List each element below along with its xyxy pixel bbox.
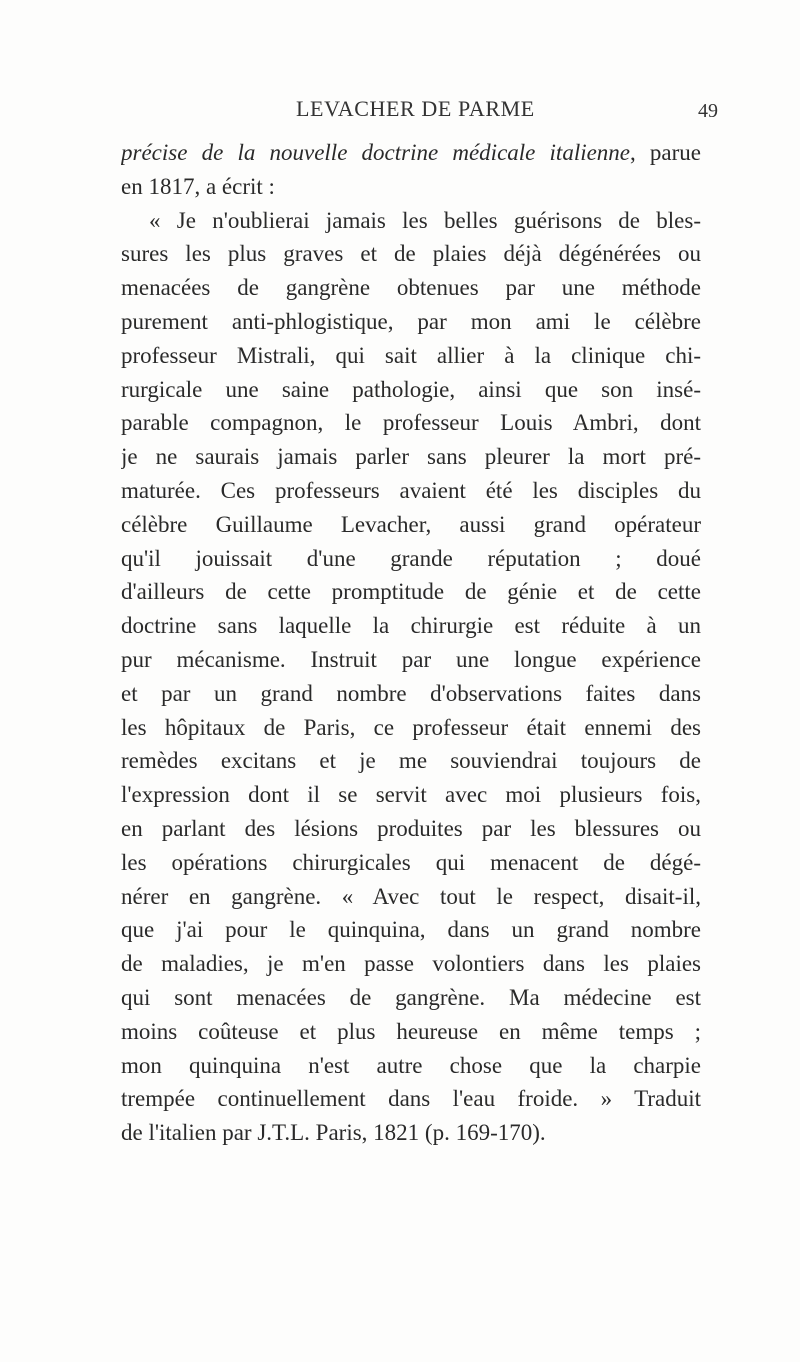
text-line: que j'ai pour le quinquina, dans un grand nombre: [121, 917, 701, 943]
text-line: l'expression dont il se servit avec moi plusieurs fois,: [121, 782, 701, 808]
text-line: « Je n'oublierai jamais les belles guérisons de bles-: [149, 207, 701, 233]
page-number: 49: [698, 100, 718, 122]
text-line: célèbre Guillaume Levacher, aussi grand opérateur: [121, 511, 701, 537]
text-line: pur mécanisme. Instruit par une longue expérience: [121, 646, 701, 672]
text-line: de maladies, je m'en passe volontiers dans les plaies: [121, 951, 701, 977]
text-line: moins coûteuse et plus heureuse en même temps ;: [121, 1018, 701, 1044]
text-line: en parlant des lésions produites par les blessures ou: [121, 815, 701, 841]
text-line: parable compagnon, le professeur Louis Ambri, dont: [121, 410, 701, 436]
running-title: LEVACHER DE PARME: [296, 96, 535, 121]
text-line: mon quinquina n'est autre chose que la charpie: [121, 1052, 701, 1078]
book-title-italic: précise de la nouvelle doctrine médicale italienne: [121, 140, 631, 165]
text-line: qui sont menacées de gangrène. Ma médecine est: [121, 984, 701, 1010]
text-line: [121, 136, 701, 170]
body-text: [121, 136, 701, 1150]
text-line: menacées de gangrène obtenues par une méthode: [121, 275, 701, 301]
text-line: de l'italien par J.T.L. Paris, 1821 (p. 169-170).: [121, 1120, 546, 1146]
text-line: nérer en gangrène. « Avec tout le respect, disait-il,: [121, 883, 701, 909]
text-line: les hôpitaux de Paris, ce professeur était ennemi des: [121, 714, 701, 740]
text-line: les opérations chirurgicales qui menacent de dégé-: [121, 849, 701, 875]
running-head: [0, 96, 800, 126]
text-line: en 1817, a écrit :: [121, 173, 275, 199]
text-line: d'ailleurs de cette promptitude de génie et de cette: [121, 579, 701, 605]
text-line: et par un grand nombre d'observations faites dans: [121, 680, 701, 706]
text-line: doctrine sans laquelle la chirurgie est réduite à un: [121, 613, 701, 639]
text-line: je ne saurais jamais parler sans pleurer la mort pré-: [121, 444, 701, 470]
text-line: trempée continuellement dans l'eau froide. » Traduit: [121, 1086, 701, 1112]
text-fragment: , parue: [630, 140, 701, 165]
text-line: sures les plus graves et de plaies déjà dégénérées ou: [121, 241, 701, 267]
text-line: purement anti-phlogistique, par mon ami le célèbre: [121, 308, 701, 334]
text-line: maturée. Ces professeurs avaient été les disciples du: [121, 477, 701, 503]
text-line: rurgicale une saine pathologie, ainsi que son insé-: [121, 376, 701, 402]
text-line: qu'il jouissait d'une grande réputation ; doué: [121, 545, 701, 571]
text-line: remèdes excitans et je me souviendrai toujours de: [121, 748, 701, 774]
text-line: professeur Mistrali, qui sait allier à la clinique chi-: [121, 342, 701, 368]
